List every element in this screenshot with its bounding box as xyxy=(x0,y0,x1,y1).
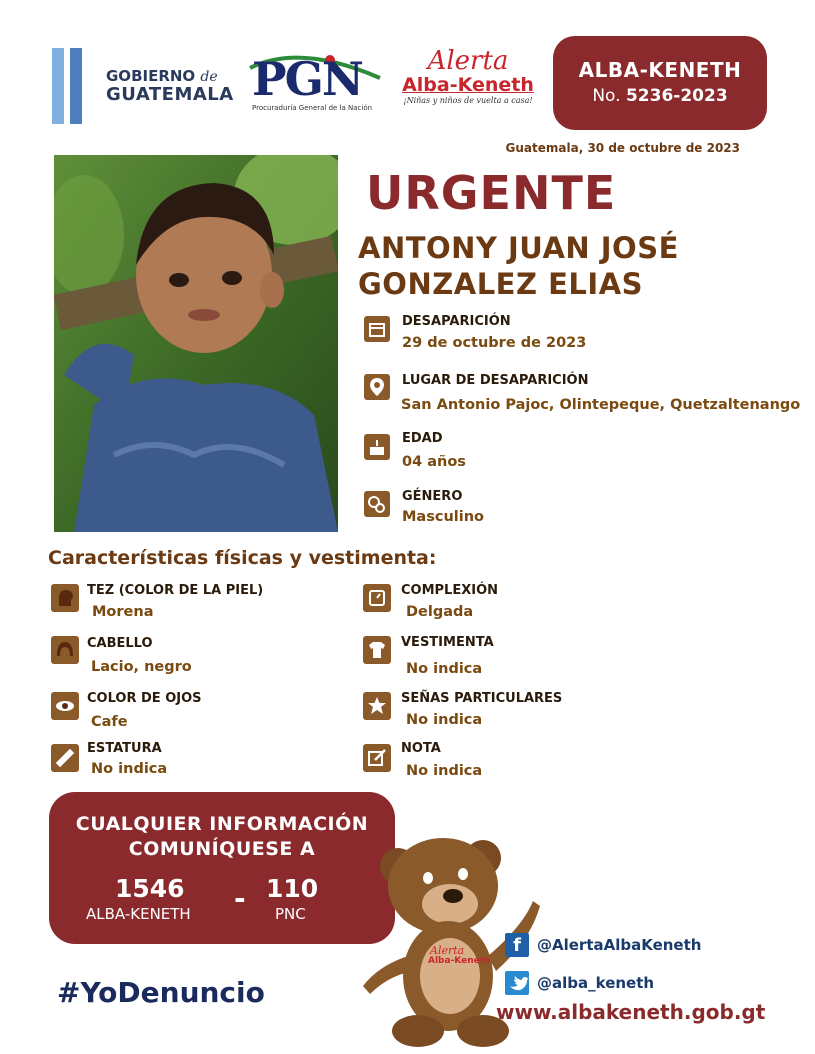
pnc-phone-label: PNC xyxy=(275,905,306,923)
distinguishing-marks-value: No indica xyxy=(406,712,483,728)
hashtag: #YoDenuncio xyxy=(57,976,265,1009)
build-label: COMPLEXIÓN xyxy=(401,583,499,598)
gender-label: GÉNERO xyxy=(402,489,463,504)
distinguishing-marks-label: SEÑAS PARTICULARES xyxy=(401,691,563,706)
hair-icon xyxy=(51,636,79,664)
height-label: ESTATURA xyxy=(87,741,162,756)
age-label: EDAD xyxy=(402,431,443,446)
calendar-icon xyxy=(364,316,390,342)
gender-value: Masculino xyxy=(402,509,484,525)
location-pin-icon xyxy=(364,374,390,400)
build-value: Delgada xyxy=(406,604,474,620)
guatemala-government-logo-bars xyxy=(52,48,98,124)
facebook-link[interactable]: f @AlertaAlbaKeneth xyxy=(505,933,701,957)
guatemala-government-logo-text: GOBIERNO de GUATEMALA xyxy=(106,67,234,105)
scale-icon xyxy=(363,584,391,612)
height-value: No indica xyxy=(91,761,168,777)
pgn-logo: PGN Procuraduría General de la Nación xyxy=(240,48,390,118)
alba-keneth-phone-label: ALBA-KENETH xyxy=(86,905,191,923)
cake-icon xyxy=(364,434,390,460)
hair-label: CABELLO xyxy=(87,636,153,651)
note-label: NOTA xyxy=(401,741,441,756)
skin-tone-value: Morena xyxy=(92,604,154,620)
phone-separator: - xyxy=(234,882,246,915)
disappearance-date-label: DESAPARICIÓN xyxy=(402,314,511,329)
skin-tone-label: TEZ (COLOR DE LA PIEL) xyxy=(87,583,264,598)
characteristics-title: Características físicas y vestimenta: xyxy=(48,547,437,569)
note-edit-icon xyxy=(363,744,391,772)
alba-keneth-phone[interactable]: 1546 xyxy=(115,874,185,903)
eye-color-label: COLOR DE OJOS xyxy=(87,691,202,706)
ruler-icon xyxy=(51,744,79,772)
eye-color-value: Cafe xyxy=(91,714,128,730)
clothing-label: VESTIMENTA xyxy=(401,635,494,650)
clothing-value: No indica xyxy=(406,661,483,677)
website-link[interactable]: www.albakeneth.gob.gt xyxy=(496,1000,766,1024)
alerta-alba-keneth-logo: Alerta Alba-Keneth ¡Niñas y niños de vuelta a casa! xyxy=(402,46,534,105)
publication-date: Guatemala, 30 de octubre de 2023 xyxy=(505,141,740,155)
location-label: LUGAR DE DESAPARICIÓN xyxy=(402,373,589,388)
pnc-phone[interactable]: 110 xyxy=(266,874,319,903)
missing-child-photo xyxy=(54,155,338,532)
eye-icon xyxy=(51,692,79,720)
contact-info-box: CUALQUIER INFORMACIÓN COMUNÍQUESE A 1546 ALBA-KENETH - 110 PNC xyxy=(49,792,395,944)
case-number-box: ALBA-KENETH No. 5236-2023 xyxy=(553,36,767,130)
gender-icon xyxy=(364,491,390,517)
bear-alerta-text: Alerta xyxy=(430,944,465,957)
hair-value: Lacio, negro xyxy=(91,659,192,675)
urgent-heading: URGENTE xyxy=(366,166,617,220)
missing-person-name: ANTONY JUAN JOSÉ GONZALEZ ELIAS xyxy=(358,231,679,301)
bear-alba-keneth-text: Alba-Keneth xyxy=(428,956,491,966)
facebook-icon: f xyxy=(505,933,529,957)
star-icon xyxy=(363,692,391,720)
twitter-link[interactable]: @alba_keneth xyxy=(505,971,654,995)
disappearance-date-value: 29 de octubre de 2023 xyxy=(402,335,587,351)
age-value: 04 años xyxy=(402,454,466,470)
location-value: San Antonio Pajoc, Olintepeque, Quetzaltenango xyxy=(401,397,801,413)
note-value: No indica xyxy=(406,763,483,779)
twitter-icon xyxy=(505,971,529,995)
head-icon xyxy=(51,584,79,612)
shirt-icon xyxy=(363,636,391,664)
